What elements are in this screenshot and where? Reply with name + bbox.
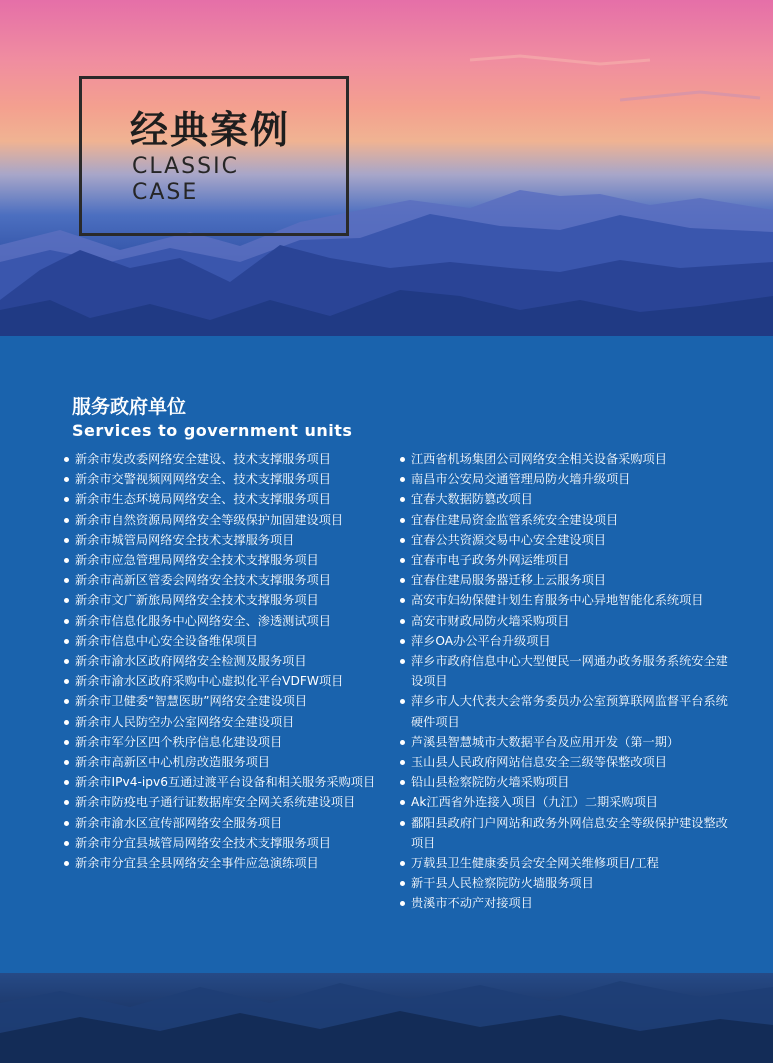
list-item: 新余市高新区中心机房改造服务项目 [62,752,400,772]
list-item: 新余市渝水区政府网络安全检测及服务项目 [62,651,400,671]
list-item: 南昌市公安局交通管理局防火墙升级项目 [398,469,732,489]
list-item: 芦溪县智慧城市大数据平台及应用开发（第一期） [398,732,732,752]
list-item: 宜春住建局服务器迁移上云服务项目 [398,570,732,590]
list-item: 新余市应急管理局网络安全技术支撑服务项目 [62,550,400,570]
list-item: 新余市卫健委“智慧医助”网络安全建设项目 [62,691,400,711]
list-item: 高安市妇幼保健计划生育服务中心异地智能化系统项目 [398,590,732,610]
section-subtitle: Services to government units [72,421,353,440]
list-item: 新余市信息化服务中心网络安全、渗透测试项目 [62,611,400,631]
list-item: 新余市分宜县全县网络安全事件应急演练项目 [62,853,400,873]
list-item: 宜春住建局资金监管系统安全建设项目 [398,510,732,530]
list-item: 贵溪市不动产对接项目 [398,893,732,913]
list-item: 新余市交警视频网网络安全、技术支撑服务项目 [62,469,400,489]
list-item: 新余市信息中心安全设备维保项目 [62,631,400,651]
footer-banner [0,973,773,1063]
list-item: 新余市城管局网络安全技术支撑服务项目 [62,530,400,550]
list-item: 新余市防疫电子通行证数据库安全网关系统建设项目 [62,792,400,812]
list-item: 玉山县人民政府网站信息安全三级等保整改项目 [398,752,732,772]
list-item: 万载县卫生健康委员会安全网关维修项目/工程 [398,853,732,873]
list-item: 新余市军分区四个秩序信息化建设项目 [62,732,400,752]
section-title: 服务政府单位 [72,396,187,418]
list-item: 宜春公共资源交易中心安全建设项目 [398,530,732,550]
list-item: 新余市渝水区政府采购中心虚拟化平台VDFW项目 [62,671,400,691]
list-item: 新余市高新区管委会网络安全技术支撑服务项目 [62,570,400,590]
list-item: 新余市人民防空办公室网络安全建设项目 [62,712,400,732]
list-item: 宜春大数据防篡改项目 [398,489,732,509]
list-item: 萍乡OA办公平台升级项目 [398,631,732,651]
list-item: 萍乡市政府信息中心大型便民一网通办政务服务系统安全建设项目 [398,651,732,691]
list-item: 萍乡市人大代表大会常务委员办公室预算联网监督平台系统硬件项目 [398,691,732,731]
list-item: 江西省机场集团公司网络安全相关设备采购项目 [398,449,732,469]
list-item: 宜春市电子政务外网运维项目 [398,550,732,570]
list-item: 新干县人民检察院防火墙服务项目 [398,873,732,893]
subtitle-line-1: CLASSIC [132,154,239,179]
list-item: 鄱阳县政府门户网站和政务外网信息安全等级保护建设整改项目 [398,813,732,853]
footer-mountain-illustration [0,973,773,1063]
title-frame [79,76,349,236]
list-item: 新余市发改委网络安全建设、技术支撑服务项目 [62,449,400,469]
list-item: 新余市文广新旅局网络安全技术支撑服务项目 [62,590,400,610]
list-item: 新余市渝水区宣传部网络安全服务项目 [62,813,400,833]
project-list-left [62,449,400,873]
list-item: 新余市IPv4-ipv6互通过渡平台设备和相关服务采购项目 [62,772,400,792]
list-item: 新余市自然资源局网络安全等级保护加固建设项目 [62,510,400,530]
list-item: 高安市财政局防火墙采购项目 [398,611,732,631]
hero-banner [0,0,773,336]
page-title: 经典案例 [130,108,291,152]
subtitle-line-2: CASE [132,180,199,205]
list-item: 铅山县检察院防火墙采购项目 [398,772,732,792]
list-item: Ak江西省外连接入项目（九江）二期采购项目 [398,792,732,812]
list-item: 新余市生态环境局网络安全、技术支撑服务项目 [62,489,400,509]
page-subtitle [132,154,332,206]
list-item: 新余市分宜县城管局网络安全技术支撑服务项目 [62,833,400,853]
project-list-right [398,449,732,914]
